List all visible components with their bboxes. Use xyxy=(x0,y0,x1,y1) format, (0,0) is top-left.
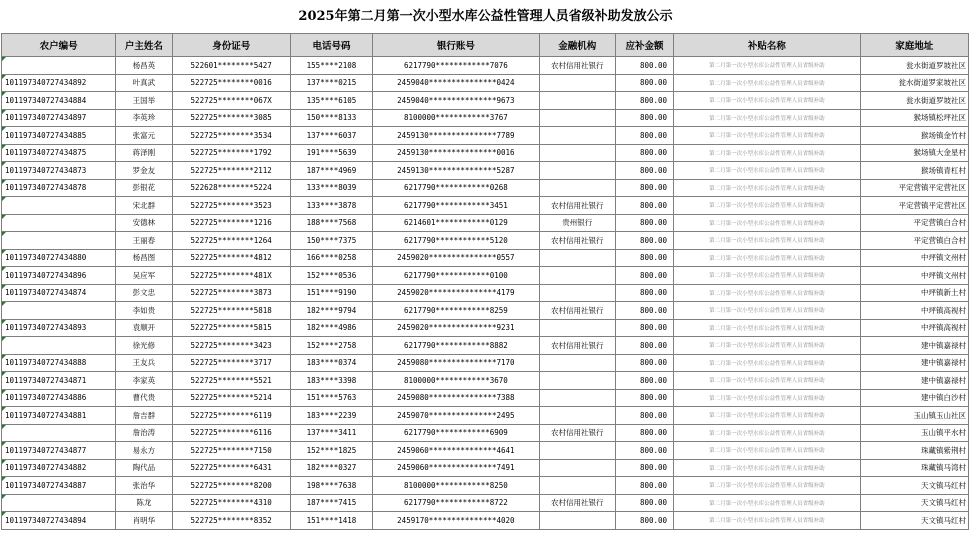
table-row xyxy=(2,232,969,250)
cell-amount: 800.00 xyxy=(615,232,673,250)
cell-bank-account: 6217790************5120 xyxy=(373,232,540,250)
cell-household-id: 101197340727434894 xyxy=(2,512,116,530)
table-row xyxy=(2,337,969,355)
cell-household-id xyxy=(2,494,116,512)
cell-financial-institution xyxy=(539,179,615,197)
cell-head-name: 詹吉群 xyxy=(116,407,172,425)
cell-address: 天文镇马红村 xyxy=(860,477,968,495)
cell-phone: 183****0374 xyxy=(290,354,372,372)
cell-head-name: 詹治涛 xyxy=(116,424,172,442)
cell-head-name: 王国举 xyxy=(116,92,172,110)
cell-phone: 151****9190 xyxy=(290,284,372,302)
cell-household-id: 101197340727434888 xyxy=(2,354,116,372)
cell-financial-institution xyxy=(539,477,615,495)
cell-bank-account: 2459060***************4641 xyxy=(373,442,540,460)
cell-financial-institution xyxy=(539,162,615,180)
cell-household-id: 101197340727434884 xyxy=(2,92,116,110)
cell-phone: 183****2239 xyxy=(290,407,372,425)
cell-phone: 188****7568 xyxy=(290,214,372,232)
cell-id-number: 522725********0016 xyxy=(172,74,290,92)
cell-phone: 182****9794 xyxy=(290,302,372,320)
cell-head-name: 彭银花 xyxy=(116,179,172,197)
cell-address: 天文镇马红村 xyxy=(860,494,968,512)
cell-address: 建中镇嘉禄村 xyxy=(860,337,968,355)
cell-household-id: 101197340727434881 xyxy=(2,407,116,425)
cell-bank-account: 6214601************0129 xyxy=(373,214,540,232)
cell-financial-institution xyxy=(539,74,615,92)
cell-household-id: 101197340727434892 xyxy=(2,74,116,92)
cell-id-number: 522725********6116 xyxy=(172,424,290,442)
table-row xyxy=(2,319,969,337)
cell-financial-institution xyxy=(539,389,615,407)
cell-address: 天文镇马红村 xyxy=(860,512,968,530)
cell-subsidy-name: 第二月第一次小型水库公益性管理人员省级补助 xyxy=(674,162,861,180)
cell-subsidy-name: 第二月第一次小型水库公益性管理人员省级补助 xyxy=(674,319,861,337)
cell-household-id: 101197340727434878 xyxy=(2,179,116,197)
col-header-household-id: 农户编号 xyxy=(2,34,116,57)
cell-id-number: 522725********481X xyxy=(172,267,290,285)
table-row xyxy=(2,424,969,442)
cell-bank-account: 2459040***************0424 xyxy=(373,74,540,92)
cell-phone: 151****1418 xyxy=(290,512,372,530)
table-row xyxy=(2,372,969,390)
table-row xyxy=(2,162,969,180)
cell-household-id xyxy=(2,197,116,215)
cell-amount: 800.00 xyxy=(615,354,673,372)
cell-financial-institution xyxy=(539,127,615,145)
cell-id-number: 522725********3873 xyxy=(172,284,290,302)
cell-phone: 151****5763 xyxy=(290,389,372,407)
cell-head-name: 吴应军 xyxy=(116,267,172,285)
cell-financial-institution xyxy=(539,249,615,267)
cell-bank-account: 6217790************8882 xyxy=(373,337,540,355)
col-header-phone: 电话号码 xyxy=(290,34,372,57)
cell-address: 猴场镇金竹村 xyxy=(860,127,968,145)
cell-id-number: 522725********6119 xyxy=(172,407,290,425)
cell-head-name: 陈龙 xyxy=(116,494,172,512)
cell-household-id: 101197340727434887 xyxy=(2,477,116,495)
cell-bank-account: 2459020***************0557 xyxy=(373,249,540,267)
cell-address: 中坪镇高视村 xyxy=(860,319,968,337)
cell-phone: 187****7415 xyxy=(290,494,372,512)
cell-subsidy-name: 第二月第一次小型水库公益性管理人员省级补助 xyxy=(674,92,861,110)
cell-id-number: 522725********1792 xyxy=(172,144,290,162)
cell-amount: 800.00 xyxy=(615,389,673,407)
cell-head-name: 罗金友 xyxy=(116,162,172,180)
cell-subsidy-name: 第二月第一次小型水库公益性管理人员省级补助 xyxy=(674,424,861,442)
cell-head-name: 张治华 xyxy=(116,477,172,495)
table-row xyxy=(2,179,969,197)
cell-subsidy-name: 第二月第一次小型水库公益性管理人员省级补助 xyxy=(674,144,861,162)
cell-id-number: 522725********6431 xyxy=(172,459,290,477)
cell-financial-institution xyxy=(539,372,615,390)
cell-amount: 800.00 xyxy=(615,249,673,267)
cell-id-number: 522725********7150 xyxy=(172,442,290,460)
cell-phone: 152****0536 xyxy=(290,267,372,285)
cell-amount: 800.00 xyxy=(615,337,673,355)
header-row xyxy=(2,34,969,57)
cell-head-name: 陶代品 xyxy=(116,459,172,477)
cell-address: 中坪镇新土村 xyxy=(860,284,968,302)
cell-address: 平定营镇白合村 xyxy=(860,232,968,250)
cell-bank-account: 2459040***************9673 xyxy=(373,92,540,110)
cell-phone: 155****2108 xyxy=(290,57,372,75)
cell-head-name: 曹代贵 xyxy=(116,389,172,407)
cell-id-number: 522725********4812 xyxy=(172,249,290,267)
cell-household-id: 101197340727434882 xyxy=(2,459,116,477)
table-row xyxy=(2,127,969,145)
cell-id-number: 522725********1264 xyxy=(172,232,290,250)
cell-subsidy-name: 第二月第一次小型水库公益性管理人员省级补助 xyxy=(674,57,861,75)
cell-amount: 800.00 xyxy=(615,109,673,127)
cell-amount: 800.00 xyxy=(615,267,673,285)
table-row xyxy=(2,302,969,320)
cell-head-name: 安德林 xyxy=(116,214,172,232)
cell-phone: 135****6105 xyxy=(290,92,372,110)
cell-financial-institution xyxy=(539,319,615,337)
col-header-id-number: 身份证号 xyxy=(172,34,290,57)
cell-phone: 152****1825 xyxy=(290,442,372,460)
cell-amount: 800.00 xyxy=(615,407,673,425)
cell-bank-account: 2459080***************7388 xyxy=(373,389,540,407)
cell-address: 建中镇嘉禄村 xyxy=(860,372,968,390)
table-row xyxy=(2,92,969,110)
cell-phone: 166****0258 xyxy=(290,249,372,267)
cell-financial-institution: 农村信用社银行 xyxy=(539,494,615,512)
cell-bank-account: 2459020***************9231 xyxy=(373,319,540,337)
cell-address: 平定营镇白合村 xyxy=(860,214,968,232)
cell-amount: 800.00 xyxy=(615,372,673,390)
cell-amount: 800.00 xyxy=(615,494,673,512)
cell-subsidy-name: 第二月第一次小型水库公益性管理人员省级补助 xyxy=(674,197,861,215)
cell-phone: 183****3398 xyxy=(290,372,372,390)
table-row xyxy=(2,214,969,232)
cell-subsidy-name: 第二月第一次小型水库公益性管理人员省级补助 xyxy=(674,459,861,477)
cell-head-name: 宋北群 xyxy=(116,197,172,215)
cell-household-id: 101197340727434896 xyxy=(2,267,116,285)
cell-head-name: 徐光修 xyxy=(116,337,172,355)
cell-head-name: 李家英 xyxy=(116,372,172,390)
cell-subsidy-name: 第二月第一次小型水库公益性管理人员省级补助 xyxy=(674,494,861,512)
cell-financial-institution xyxy=(539,459,615,477)
cell-address: 建中镇白沙村 xyxy=(860,389,968,407)
cell-id-number: 522725********067X xyxy=(172,92,290,110)
cell-id-number: 522725********2112 xyxy=(172,162,290,180)
cell-address: 平定营镇平定营社区 xyxy=(860,197,968,215)
table-row xyxy=(2,74,969,92)
cell-phone: 198****7638 xyxy=(290,477,372,495)
cell-subsidy-name: 第二月第一次小型水库公益性管理人员省级补助 xyxy=(674,354,861,372)
cell-id-number: 522725********8352 xyxy=(172,512,290,530)
cell-head-name: 杨昌英 xyxy=(116,57,172,75)
table-row xyxy=(2,512,969,530)
cell-address: 平定营镇平定营社区 xyxy=(860,179,968,197)
cell-bank-account: 2459130***************0016 xyxy=(373,144,540,162)
table-row xyxy=(2,494,969,512)
cell-amount: 800.00 xyxy=(615,214,673,232)
cell-household-id: 101197340727434877 xyxy=(2,442,116,460)
table-row xyxy=(2,144,969,162)
cell-bank-account: 2459170***************4020 xyxy=(373,512,540,530)
cell-household-id: 101197340727434886 xyxy=(2,389,116,407)
page-title: 2025年第二月第一次小型水库公益性管理人员省级补助发放公示 xyxy=(298,9,673,24)
cell-head-name: 杨昌图 xyxy=(116,249,172,267)
cell-id-number: 522628********5224 xyxy=(172,179,290,197)
cell-id-number: 522725********5818 xyxy=(172,302,290,320)
cell-address: 中坪镇文州村 xyxy=(860,249,968,267)
cell-subsidy-name: 第二月第一次小型水库公益性管理人员省级补助 xyxy=(674,284,861,302)
cell-financial-institution xyxy=(539,109,615,127)
table-row xyxy=(2,459,969,477)
cell-address: 中坪镇高视村 xyxy=(860,302,968,320)
cell-address: 猴场镇松坪社区 xyxy=(860,109,968,127)
cell-subsidy-name: 第二月第一次小型水库公益性管理人员省级补助 xyxy=(674,214,861,232)
cell-household-id: 101197340727434873 xyxy=(2,162,116,180)
cell-amount: 800.00 xyxy=(615,127,673,145)
cell-phone: 137****3411 xyxy=(290,424,372,442)
cell-subsidy-name: 第二月第一次小型水库公益性管理人员省级补助 xyxy=(674,442,861,460)
cell-phone: 150****7375 xyxy=(290,232,372,250)
cell-household-id: 101197340727434880 xyxy=(2,249,116,267)
cell-address: 瓮水街道罗坡社区 xyxy=(860,92,968,110)
cell-financial-institution: 农村信用社银行 xyxy=(539,337,615,355)
cell-subsidy-name: 第二月第一次小型水库公益性管理人员省级补助 xyxy=(674,302,861,320)
cell-household-id: 101197340727434875 xyxy=(2,144,116,162)
cell-bank-account: 2459130***************5287 xyxy=(373,162,540,180)
col-header-bank-account: 银行账号 xyxy=(373,34,540,57)
cell-amount: 800.00 xyxy=(615,302,673,320)
cell-head-name: 李英珍 xyxy=(116,109,172,127)
cell-address: 猴场镇青杠村 xyxy=(860,162,968,180)
cell-subsidy-name: 第二月第一次小型水库公益性管理人员省级补助 xyxy=(674,337,861,355)
cell-phone: 137****6037 xyxy=(290,127,372,145)
cell-subsidy-name: 第二月第一次小型水库公益性管理人员省级补助 xyxy=(674,407,861,425)
col-header-address: 家庭地址 xyxy=(860,34,968,57)
cell-subsidy-name: 第二月第一次小型水库公益性管理人员省级补助 xyxy=(674,127,861,145)
cell-household-id: 101197340727434871 xyxy=(2,372,116,390)
cell-head-name: 易永方 xyxy=(116,442,172,460)
cell-bank-account: 6217790************7076 xyxy=(373,57,540,75)
cell-id-number: 522725********3423 xyxy=(172,337,290,355)
cell-household-id xyxy=(2,232,116,250)
cell-id-number: 522725********8200 xyxy=(172,477,290,495)
cell-id-number: 522725********1216 xyxy=(172,214,290,232)
cell-amount: 800.00 xyxy=(615,74,673,92)
cell-phone: 133****3878 xyxy=(290,197,372,215)
table-row xyxy=(2,477,969,495)
cell-amount: 800.00 xyxy=(615,197,673,215)
cell-subsidy-name: 第二月第一次小型水库公益性管理人员省级补助 xyxy=(674,389,861,407)
cell-household-id xyxy=(2,424,116,442)
cell-household-id: 101197340727434874 xyxy=(2,284,116,302)
cell-household-id: 101197340727434885 xyxy=(2,127,116,145)
cell-address: 建中镇嘉禄村 xyxy=(860,354,968,372)
cell-phone: 182****4986 xyxy=(290,319,372,337)
cell-amount: 800.00 xyxy=(615,512,673,530)
cell-financial-institution xyxy=(539,512,615,530)
cell-subsidy-name: 第二月第一次小型水库公益性管理人员省级补助 xyxy=(674,249,861,267)
cell-amount: 800.00 xyxy=(615,144,673,162)
cell-address: 珠藏镇马湾村 xyxy=(860,459,968,477)
cell-financial-institution xyxy=(539,144,615,162)
cell-bank-account: 2459130***************7789 xyxy=(373,127,540,145)
col-header-head-name: 户主姓名 xyxy=(116,34,172,57)
cell-bank-account: 6217790************0100 xyxy=(373,267,540,285)
cell-address: 瓮水街道罗家坡社区 xyxy=(860,74,968,92)
cell-amount: 800.00 xyxy=(615,162,673,180)
cell-id-number: 522725********3085 xyxy=(172,109,290,127)
cell-amount: 800.00 xyxy=(615,424,673,442)
cell-address: 中坪镇文州村 xyxy=(860,267,968,285)
cell-phone: 191****5639 xyxy=(290,144,372,162)
table-row xyxy=(2,354,969,372)
table-row xyxy=(2,442,969,460)
col-header-amount: 应补金额 xyxy=(615,34,673,57)
cell-address: 瓮水街道罗坡社区 xyxy=(860,57,968,75)
cell-subsidy-name: 第二月第一次小型水库公益性管理人员省级补助 xyxy=(674,512,861,530)
cell-financial-institution: 农村信用社银行 xyxy=(539,57,615,75)
table-row xyxy=(2,57,969,75)
cell-id-number: 522725********5521 xyxy=(172,372,290,390)
cell-bank-account: 8100000************8250 xyxy=(373,477,540,495)
cell-bank-account: 2459080***************7170 xyxy=(373,354,540,372)
cell-financial-institution xyxy=(539,442,615,460)
cell-amount: 800.00 xyxy=(615,284,673,302)
cell-amount: 800.00 xyxy=(615,459,673,477)
cell-amount: 800.00 xyxy=(615,179,673,197)
cell-head-name: 蒋泽刚 xyxy=(116,144,172,162)
cell-amount: 800.00 xyxy=(615,319,673,337)
cell-financial-institution xyxy=(539,407,615,425)
cell-bank-account: 6217790************6909 xyxy=(373,424,540,442)
cell-financial-institution: 贵州银行 xyxy=(539,214,615,232)
cell-id-number: 522725********3534 xyxy=(172,127,290,145)
cell-id-number: 522725********5214 xyxy=(172,389,290,407)
cell-household-id xyxy=(2,302,116,320)
table-body xyxy=(2,57,969,530)
cell-subsidy-name: 第二月第一次小型水库公益性管理人员省级补助 xyxy=(674,74,861,92)
cell-head-name: 袁顺开 xyxy=(116,319,172,337)
cell-financial-institution: 农村信用社银行 xyxy=(539,232,615,250)
cell-phone: 187****4969 xyxy=(290,162,372,180)
cell-subsidy-name: 第二月第一次小型水库公益性管理人员省级补助 xyxy=(674,372,861,390)
cell-head-name: 张富元 xyxy=(116,127,172,145)
cell-head-name: 李如贵 xyxy=(116,302,172,320)
cell-bank-account: 6217790************3451 xyxy=(373,197,540,215)
cell-financial-institution xyxy=(539,284,615,302)
cell-bank-account: 6217790************0268 xyxy=(373,179,540,197)
cell-amount: 800.00 xyxy=(615,57,673,75)
table-row xyxy=(2,197,969,215)
table-row xyxy=(2,407,969,425)
cell-amount: 800.00 xyxy=(615,442,673,460)
table-row xyxy=(2,389,969,407)
cell-subsidy-name: 第二月第一次小型水库公益性管理人员省级补助 xyxy=(674,477,861,495)
table-row xyxy=(2,284,969,302)
cell-id-number: 522725********4310 xyxy=(172,494,290,512)
table-row xyxy=(2,267,969,285)
cell-financial-institution xyxy=(539,354,615,372)
cell-financial-institution xyxy=(539,92,615,110)
cell-amount: 800.00 xyxy=(615,477,673,495)
cell-bank-account: 2459020***************4179 xyxy=(373,284,540,302)
cell-household-id xyxy=(2,57,116,75)
cell-financial-institution xyxy=(539,267,615,285)
cell-household-id: 101197340727434893 xyxy=(2,319,116,337)
cell-subsidy-name: 第二月第一次小型水库公益性管理人员省级补助 xyxy=(674,179,861,197)
cell-id-number: 522725********3717 xyxy=(172,354,290,372)
cell-bank-account: 2459060***************7491 xyxy=(373,459,540,477)
cell-bank-account: 6217790************8722 xyxy=(373,494,540,512)
table-row xyxy=(2,249,969,267)
cell-financial-institution: 农村信用社银行 xyxy=(539,424,615,442)
cell-head-name: 王丽春 xyxy=(116,232,172,250)
cell-bank-account: 6217790************8259 xyxy=(373,302,540,320)
cell-subsidy-name: 第二月第一次小型水库公益性管理人员省级补助 xyxy=(674,267,861,285)
table-row xyxy=(2,109,969,127)
cell-household-id xyxy=(2,337,116,355)
cell-id-number: 522725********5815 xyxy=(172,319,290,337)
cell-financial-institution: 农村信用社银行 xyxy=(539,197,615,215)
cell-phone: 182****0327 xyxy=(290,459,372,477)
cell-subsidy-name: 第二月第一次小型水库公益性管理人员省级补助 xyxy=(674,232,861,250)
cell-bank-account: 2459070***************2495 xyxy=(373,407,540,425)
cell-head-name: 叶真武 xyxy=(116,74,172,92)
cell-head-name: 肖明华 xyxy=(116,512,172,530)
col-header-financial-institution: 金融机构 xyxy=(539,34,615,57)
cell-address: 猴场镇大金星村 xyxy=(860,144,968,162)
cell-id-number: 522725********3523 xyxy=(172,197,290,215)
cell-amount: 800.00 xyxy=(615,92,673,110)
cell-phone: 137****0215 xyxy=(290,74,372,92)
cell-bank-account: 8100000************3767 xyxy=(373,109,540,127)
cell-address: 玉山镇平水村 xyxy=(860,424,968,442)
subsidy-table xyxy=(1,33,969,530)
cell-address: 珠藏镇紫荆村 xyxy=(860,442,968,460)
cell-head-name: 彭文忠 xyxy=(116,284,172,302)
cell-id-number: 522601********5427 xyxy=(172,57,290,75)
cell-head-name: 王友兵 xyxy=(116,354,172,372)
cell-bank-account: 8100000************3670 xyxy=(373,372,540,390)
col-header-subsidy-name: 补贴名称 xyxy=(674,34,861,57)
cell-phone: 150****8133 xyxy=(290,109,372,127)
cell-financial-institution: 农村信用社银行 xyxy=(539,302,615,320)
cell-address: 玉山镇玉山社区 xyxy=(860,407,968,425)
cell-household-id xyxy=(2,214,116,232)
cell-phone: 133****8039 xyxy=(290,179,372,197)
cell-household-id: 101197340727434897 xyxy=(2,109,116,127)
cell-subsidy-name: 第二月第一次小型水库公益性管理人员省级补助 xyxy=(674,109,861,127)
cell-phone: 152****2758 xyxy=(290,337,372,355)
